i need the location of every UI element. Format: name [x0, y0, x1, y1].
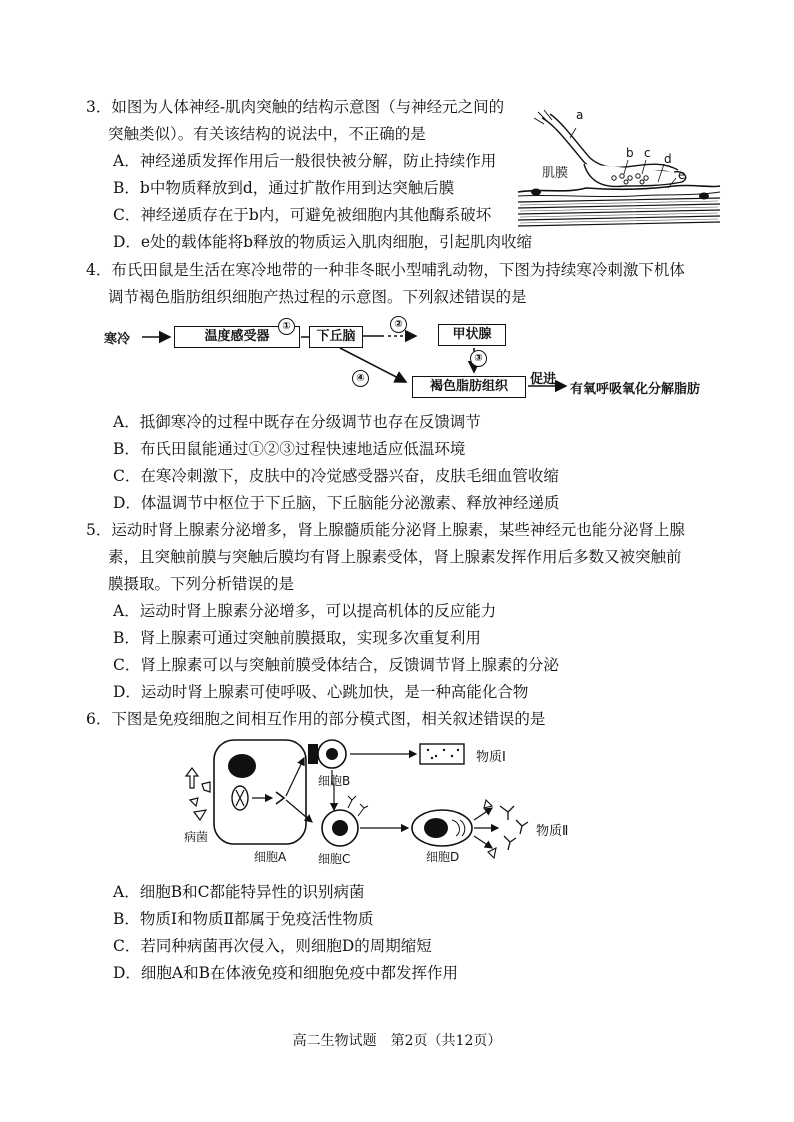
q6-substance1-label: 物质Ⅰ: [476, 750, 506, 765]
q6-substance2-label: 物质Ⅱ: [536, 824, 569, 839]
q3-option-c: C．神经递质存在于b内，可避免被细胞内其他酶系破坏: [113, 206, 492, 224]
q3-label-b: b: [626, 146, 634, 160]
q6-cellB-label: 细胞B: [318, 774, 351, 788]
q6-option-c: C．若同种病菌再次侵入，则细胞D的周期缩短: [113, 937, 432, 955]
q3-stem-line2: 突触类似）。有关该结构的说法中，不正确的是: [108, 125, 426, 143]
q3-stem-line1: 3．如图为人体神经-肌肉突触的结构示意图（与神经元之间的: [86, 98, 505, 116]
q4-promote-label: 促进: [530, 372, 557, 387]
q4-step4-marker: ④: [352, 370, 369, 387]
q4-option-d: D．体温调节中枢位于下丘脑，下丘脑能分泌激素、释放神经递质: [113, 494, 560, 512]
q3-label-e: e: [678, 168, 686, 182]
q4-option-b: B．布氏田鼠能通过①②③过程快速地适应低温环境: [113, 440, 466, 458]
q4-stem-line2: 调节褐色脂肪组织细胞产热过程的示意图。下列叙述错误的是: [108, 288, 527, 306]
q3-label-muscle-membrane: 肌膜: [542, 166, 569, 181]
q6-stem: 6．下图是免疫细胞之间相互作用的部分模式图，相关叙述错误的是: [86, 710, 546, 728]
q3-label-a: a: [576, 108, 584, 122]
q4-temperature-sensor-box: 温度感受器: [174, 326, 300, 348]
q4-brown-fat-box: 褐色脂肪组织: [412, 376, 526, 398]
q6-immune-diagram: [180, 736, 600, 868]
q5-stem-line2: 素，且突触前膜与突触后膜均有肾上腺素受体，肾上腺素发挥作用后多数又被突触前: [108, 548, 682, 566]
q4-flow-diagram: [104, 316, 724, 402]
q4-step1-marker: ①: [278, 318, 295, 335]
q3-label-c: c: [644, 146, 651, 160]
q4-cold-label: 寒冷: [104, 332, 131, 347]
q4-thyroid-box: 甲状腺: [438, 324, 506, 346]
q3-option-d: D．e处的载体能将b释放的物质运入肌肉细胞，引起肌肉收缩: [113, 233, 533, 251]
q6-cellA-label: 细胞A: [254, 850, 287, 864]
q4-option-a: A．抵御寒冷的过程中既存在分级调节也存在反馈调节: [113, 413, 481, 431]
page-footer: 高二生物试题 第2页（共12页）: [292, 1033, 502, 1049]
q6-cellC-label: 细胞C: [318, 852, 351, 866]
q6-option-d: D．细胞A和B在体液免疫和细胞免疫中都发挥作用: [113, 964, 459, 982]
q6-option-a: A．细胞B和C都能特异性的识别病菌: [113, 883, 365, 901]
q6-cellD-label: 细胞D: [426, 850, 460, 864]
q4-option-c: C．在寒冷刺激下，皮肤中的冷觉感受器兴奋，皮肤毛细血管收缩: [113, 467, 559, 485]
q5-option-a: A．运动时肾上腺素分泌增多，可以提高机体的反应能力: [113, 602, 497, 620]
q5-option-b: B．肾上腺素可通过突触前膜摄取，实现多次重复利用: [113, 629, 481, 647]
q4-step3-marker: ③: [470, 350, 487, 367]
q6-pathogen-label: 病菌: [184, 830, 209, 844]
q4-result-label: 有氧呼吸氧化分解脂肪: [570, 382, 701, 397]
q5-stem-line1: 5．运动时肾上腺素分泌增多，肾上腺髓质能分泌肾上腺素，某些神经元也能分泌肾上腺: [86, 521, 685, 539]
q3-label-d: d: [664, 152, 672, 166]
q4-stem-line1: 4．布氏田鼠是生活在寒冷地带的一种非冬眠小型哺乳动物，下图为持续寒冷刺激下机体: [86, 261, 685, 279]
q4-hypothalamus-box: 下丘脑: [309, 326, 363, 348]
q6-option-b: B．物质Ⅰ和物质Ⅱ都属于免疫活性物质: [113, 910, 374, 928]
q5-option-d: D．运动时肾上腺素可使呼吸、心跳加快，是一种高能化合物: [113, 683, 529, 701]
q4-step2-marker: ②: [390, 316, 407, 333]
q5-stem-line3: 膜摄取。下列分析错误的是: [108, 575, 295, 593]
q6-immune-figure: [180, 736, 600, 868]
q3-option-b: B．b中物质释放到d，通过扩散作用到达突触后膜: [113, 179, 455, 197]
q5-option-c: C．肾上腺素可以与突触前膜受体结合，反馈调节肾上腺素的分泌: [113, 656, 559, 674]
q3-option-a: A．神经递质发挥作用后一般很快被分解，防止持续作用: [113, 152, 497, 170]
q3-synapse-figure: [514, 104, 724, 232]
